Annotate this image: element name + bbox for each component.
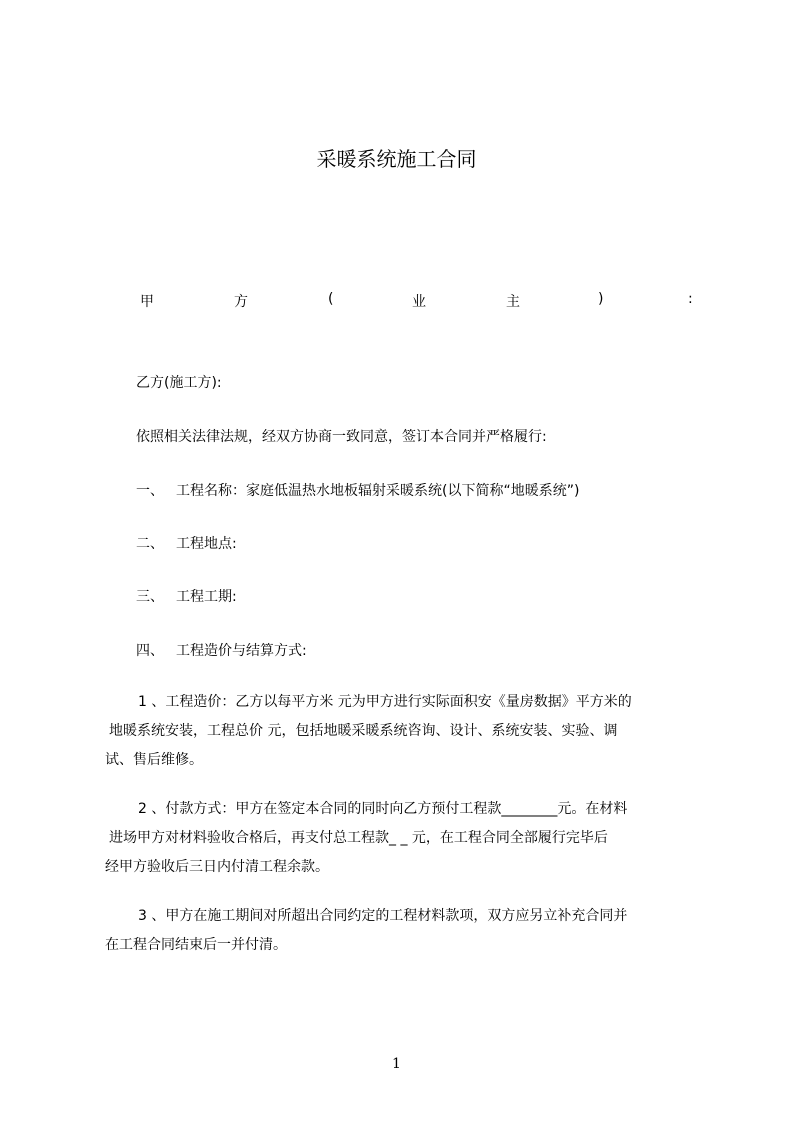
party-a-char: :	[688, 291, 693, 307]
party-b-line: 乙方(施工方):	[136, 375, 222, 391]
section-text: 工程名称：家庭低温热水地板辐射采暖系统(以下简称“地暖系统”)	[176, 483, 580, 499]
section-2	[136, 533, 237, 553]
clause-line: 3 、甲方在施工期间对所超出合同约定的工程材料款项，双方应另立补充合同并	[138, 908, 628, 924]
section-text: 工程地点:	[176, 536, 237, 552]
party-a-line	[140, 291, 698, 313]
clause-3	[105, 902, 705, 960]
clause-line: 在工程合同结束后一并付清。	[105, 937, 287, 953]
party-a-char: 甲	[140, 294, 154, 310]
clause-1	[105, 688, 705, 775]
section-1	[136, 480, 579, 500]
section-number: 一、	[136, 483, 164, 499]
party-a-char: 主	[506, 294, 520, 310]
party-a-char: (	[328, 291, 334, 307]
clause-line: 2 、付款方式：甲方在签定本合同的同时向乙方预付工程款________元。在材料	[138, 801, 628, 817]
clause-line: 地暖系统安装，工程总价 元，包括地暖采暖系统咨询、设计、系统安装、实验、调	[109, 723, 618, 739]
section-3	[136, 586, 237, 606]
clause-line: 1 、工程造价：乙方以每平方米 元为甲方进行实际面积安《量房数据》平方米的	[138, 694, 632, 710]
preamble: 依照相关法律法规，经双方协商一致同意，签订本合同并严格履行:	[136, 429, 547, 445]
section-4	[136, 640, 307, 660]
section-number: 二、	[136, 536, 164, 552]
document-title: 采暖系统施工合同	[316, 147, 477, 171]
party-a-char: 方	[234, 294, 248, 310]
section-text: 工程工期:	[176, 589, 237, 605]
clause-line: 试、售后维修。	[105, 752, 203, 768]
clause-line: 经甲方验收后三日内付清工程余款。	[105, 859, 329, 875]
party-a-char: 业	[412, 294, 426, 310]
section-number: 四、	[136, 643, 164, 659]
party-a-char: )	[598, 291, 604, 307]
clause-line: 进场甲方对材料验收合格后，再支付总工程款_ _ 元，在工程合同全部履行完毕后	[109, 830, 608, 846]
clause-2	[105, 795, 705, 882]
section-number: 三、	[136, 589, 164, 605]
section-text: 工程造价与结算方式:	[176, 643, 307, 659]
page-number: 1	[392, 1056, 401, 1072]
